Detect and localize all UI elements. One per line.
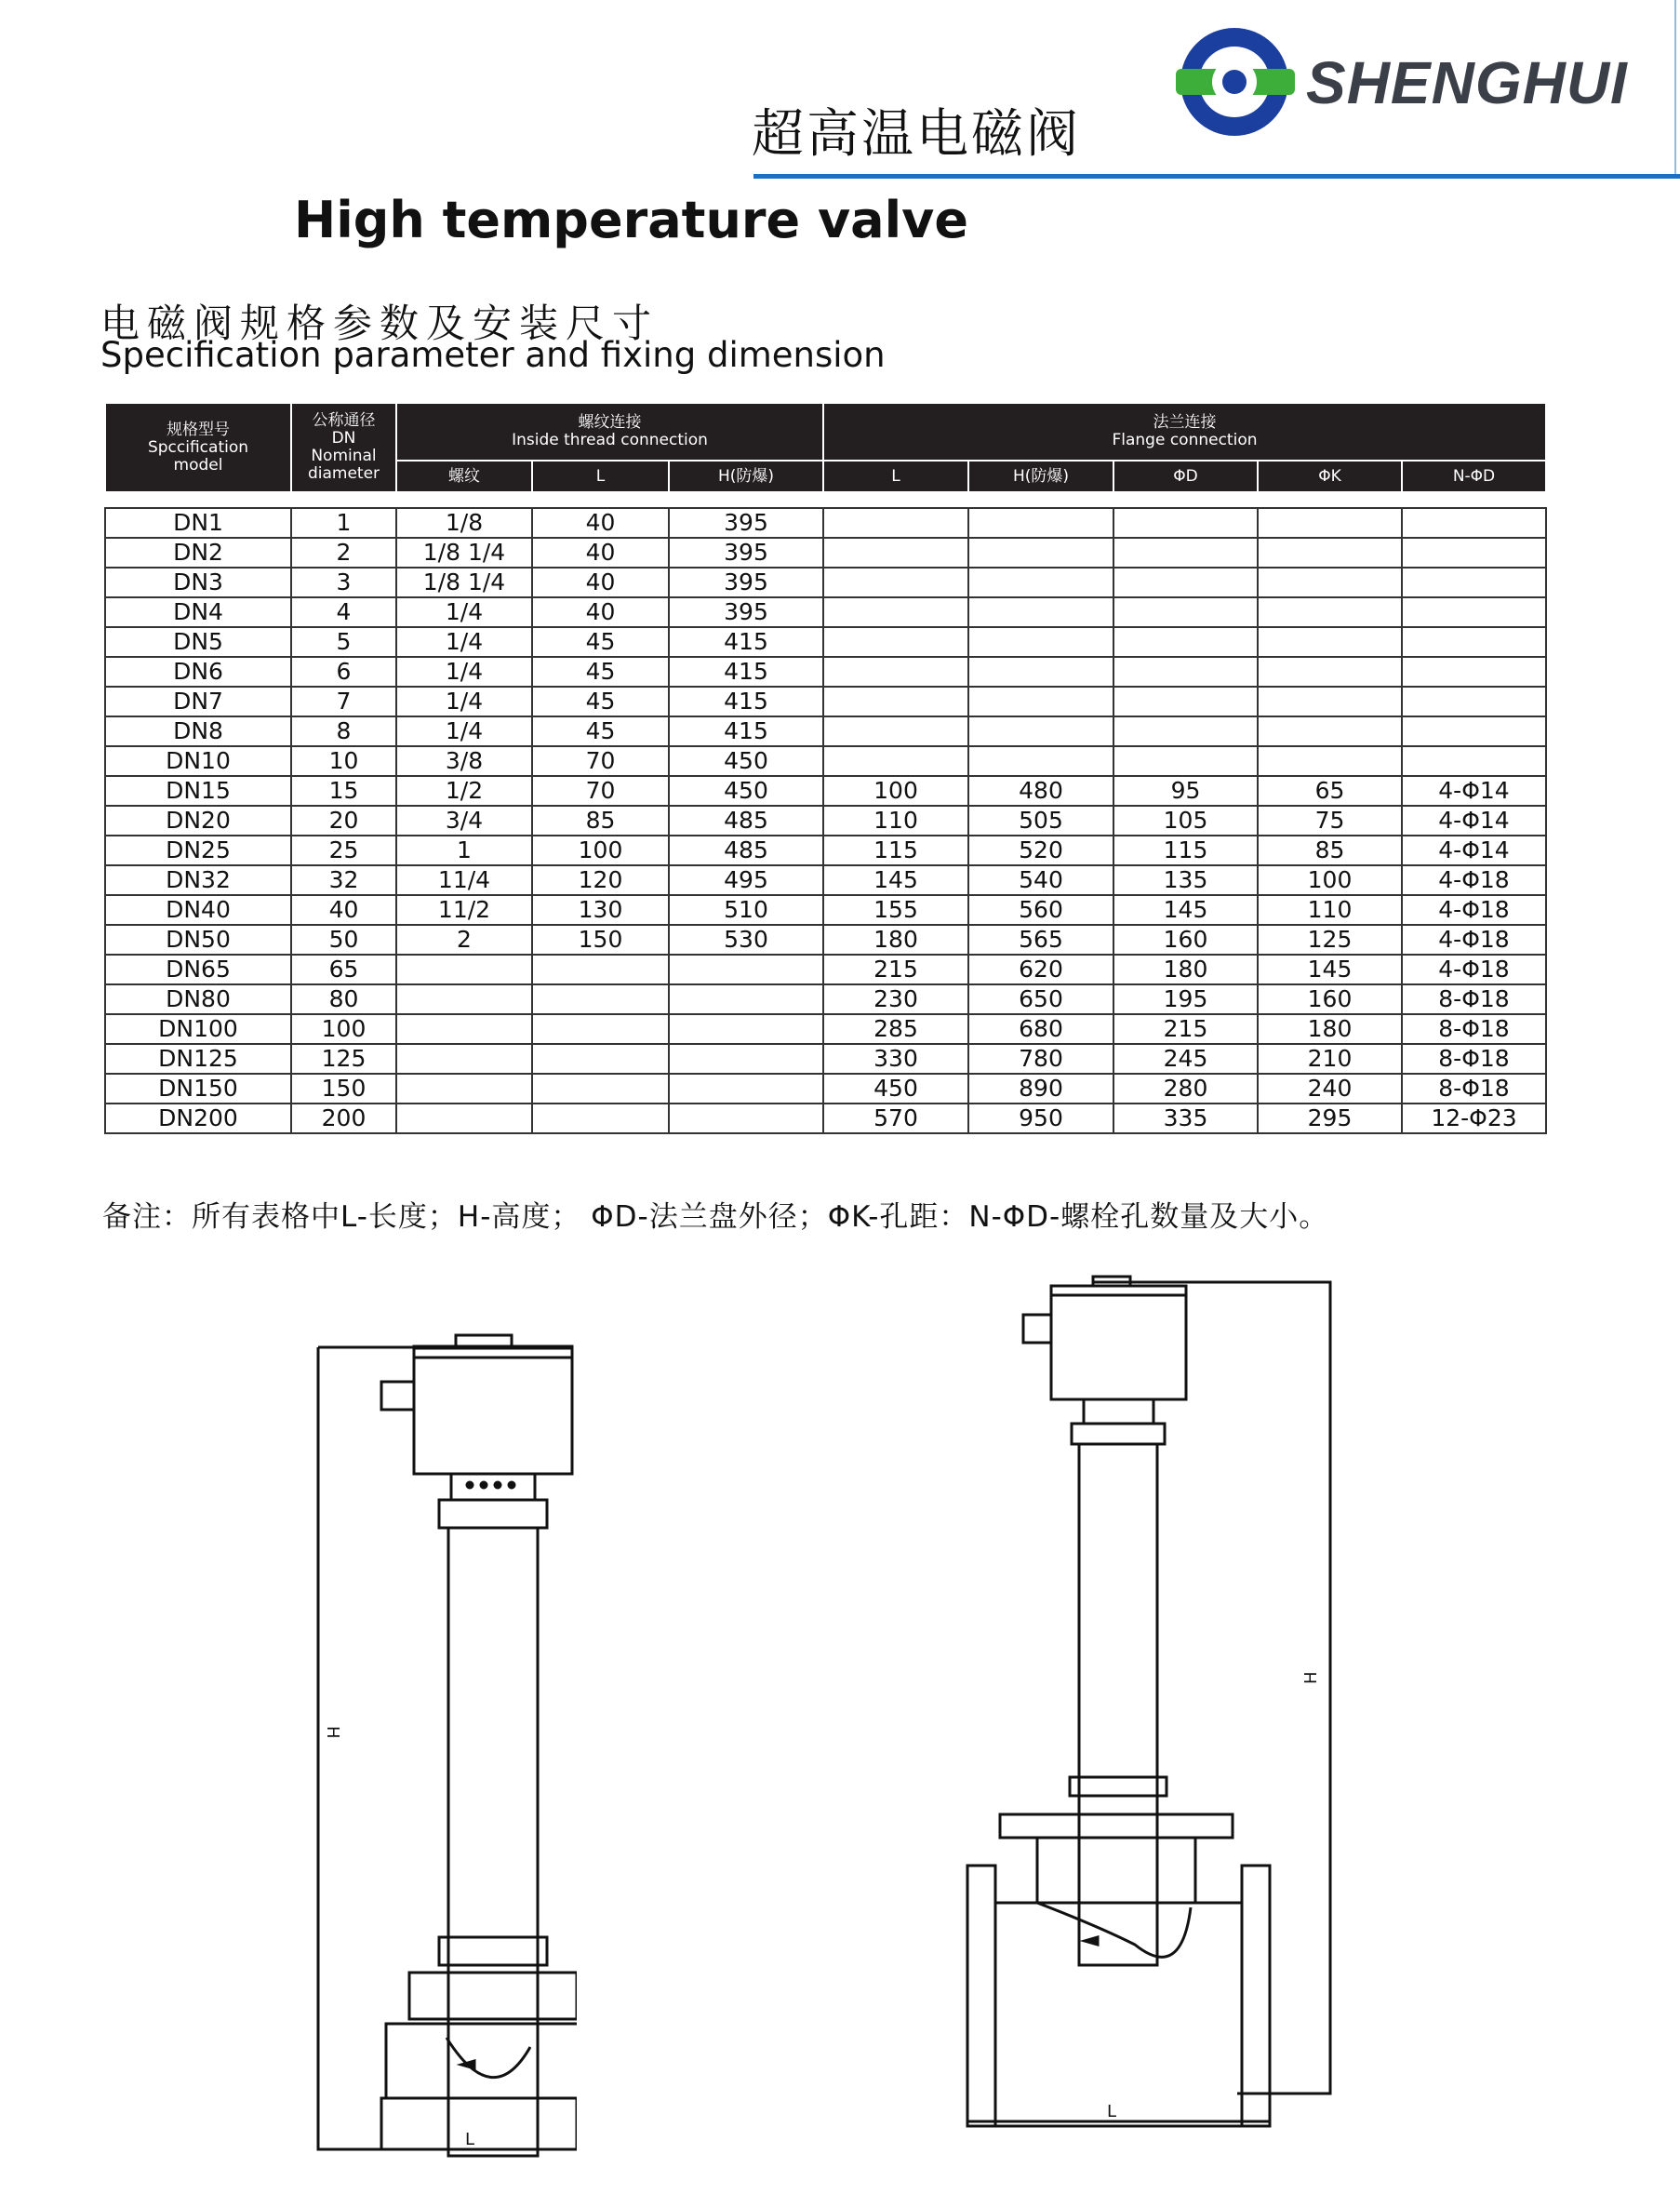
table-cell xyxy=(1258,627,1402,657)
table-cell xyxy=(396,984,532,1014)
table-cell: 505 xyxy=(968,806,1113,836)
table-cell xyxy=(532,984,669,1014)
table-cell: DN25 xyxy=(105,836,291,865)
table-cell: 105 xyxy=(1113,806,1258,836)
table-cell: 650 xyxy=(968,984,1113,1014)
h-dimension-line xyxy=(1093,1282,1330,2094)
table-row xyxy=(105,836,1546,865)
table-cell: 65 xyxy=(291,955,396,984)
h-dimension-line xyxy=(318,1347,409,2149)
table-row xyxy=(105,984,1546,1014)
table-cell xyxy=(968,508,1113,538)
section-title-en: Specification parameter and fixing dimension xyxy=(100,335,886,375)
table-cell: 2 xyxy=(291,538,396,568)
l-label: L xyxy=(1107,2102,1117,2121)
subheader-cell: ΦD xyxy=(1113,461,1258,492)
table-cell: 2 xyxy=(396,925,532,955)
table-row xyxy=(105,776,1546,806)
table-cell: DN32 xyxy=(105,865,291,895)
logo-mark-icon xyxy=(1174,20,1304,141)
table-cell: 160 xyxy=(1258,984,1402,1014)
table-cell: 245 xyxy=(1113,1044,1258,1074)
subheader-cell: L xyxy=(823,461,968,492)
table-cell: 45 xyxy=(532,627,669,657)
table-cell: DN6 xyxy=(105,657,291,687)
table-cell xyxy=(396,1104,532,1133)
table-cell: 12-Φ23 xyxy=(1402,1104,1546,1133)
table-cell: 50 xyxy=(291,925,396,955)
table-cell: 3/4 xyxy=(396,806,532,836)
subheader-cell: N-ΦD xyxy=(1402,461,1546,492)
table-cell: 230 xyxy=(823,984,968,1014)
table-cell: 565 xyxy=(968,925,1113,955)
table-cell: 160 xyxy=(1113,925,1258,955)
table-cell xyxy=(1258,746,1402,776)
table-cell: 10 xyxy=(291,746,396,776)
table-cell xyxy=(823,538,968,568)
table-cell: 8-Φ18 xyxy=(1402,984,1546,1014)
table-cell: 485 xyxy=(669,806,823,836)
table-cell xyxy=(1402,538,1546,568)
table-cell: 1/8 xyxy=(396,508,532,538)
table-cell xyxy=(823,597,968,627)
table-row xyxy=(105,687,1546,716)
table-cell: DN10 xyxy=(105,746,291,776)
table-row xyxy=(105,865,1546,895)
table-cell xyxy=(1258,538,1402,568)
subheader-cell: H(防爆) xyxy=(968,461,1113,492)
table-cell: 40 xyxy=(532,538,669,568)
table-cell: 15 xyxy=(291,776,396,806)
table-cell: 495 xyxy=(669,865,823,895)
table-cell: 40 xyxy=(532,508,669,538)
table-cell: DN40 xyxy=(105,895,291,925)
table-cell: 4-Φ18 xyxy=(1402,865,1546,895)
table-cell: 1 xyxy=(396,836,532,865)
table-row xyxy=(105,568,1546,597)
table-cell: 150 xyxy=(291,1074,396,1104)
table-cell: 3 xyxy=(291,568,396,597)
table-cell: 395 xyxy=(669,568,823,597)
table-row xyxy=(105,955,1546,984)
table-cell xyxy=(396,1074,532,1104)
table-row xyxy=(105,806,1546,836)
table-cell: 530 xyxy=(669,925,823,955)
table-cell xyxy=(1113,746,1258,776)
table-cell xyxy=(532,955,669,984)
table-cell xyxy=(1113,597,1258,627)
table-row xyxy=(105,597,1546,627)
table-cell: 100 xyxy=(291,1014,396,1044)
table-cell xyxy=(1113,538,1258,568)
table-cell: 25 xyxy=(291,836,396,865)
table-cell xyxy=(532,1074,669,1104)
table-cell: 415 xyxy=(669,716,823,746)
table-cell: 200 xyxy=(291,1104,396,1133)
table-cell: 45 xyxy=(532,687,669,716)
table-cell: 890 xyxy=(968,1074,1113,1104)
brand-logo xyxy=(1174,20,1676,141)
table-cell: 4-Φ14 xyxy=(1402,776,1546,806)
table-row xyxy=(105,746,1546,776)
table-cell: 6 xyxy=(291,657,396,687)
table-cell: 285 xyxy=(823,1014,968,1044)
page-title-cn: 超高温电磁阀 xyxy=(752,104,1081,165)
table-cell: 145 xyxy=(1258,955,1402,984)
table-cell xyxy=(532,1014,669,1044)
table-cell: 145 xyxy=(823,865,968,895)
table-cell: 210 xyxy=(1258,1044,1402,1074)
table-cell xyxy=(1258,568,1402,597)
flanged-valve-drawing xyxy=(958,1275,1340,2131)
table-cell xyxy=(823,716,968,746)
table-cell xyxy=(1402,568,1546,597)
table-cell: 215 xyxy=(823,955,968,984)
table-cell: DN50 xyxy=(105,925,291,955)
table-cell xyxy=(968,568,1113,597)
table-cell: 450 xyxy=(669,746,823,776)
table-cell xyxy=(1113,716,1258,746)
table-cell: DN65 xyxy=(105,955,291,984)
table-cell xyxy=(968,627,1113,657)
table-cell xyxy=(823,627,968,657)
subheader-cell: 螺纹 xyxy=(396,461,532,492)
table-cell xyxy=(1258,597,1402,627)
table-cell: 1 xyxy=(291,508,396,538)
table-cell: 1/4 xyxy=(396,597,532,627)
spec-table xyxy=(104,507,1547,1134)
table-row xyxy=(105,925,1546,955)
table-cell xyxy=(823,568,968,597)
table-cell: 4-Φ18 xyxy=(1402,955,1546,984)
table-row xyxy=(105,895,1546,925)
table-cell xyxy=(669,1044,823,1074)
table-cell xyxy=(532,1104,669,1133)
table-cell: 5 xyxy=(291,627,396,657)
table-cell: DN2 xyxy=(105,538,291,568)
table-cell: 215 xyxy=(1113,1014,1258,1044)
header-rule xyxy=(753,174,1680,179)
table-cell: 180 xyxy=(823,925,968,955)
table-cell xyxy=(1402,716,1546,746)
table-cell: DN80 xyxy=(105,984,291,1014)
table-cell xyxy=(1258,508,1402,538)
table-cell: 415 xyxy=(669,627,823,657)
table-cell: DN8 xyxy=(105,716,291,746)
subheader-cell: ΦK xyxy=(1258,461,1402,492)
table-row xyxy=(105,1104,1546,1133)
table-cell: 145 xyxy=(1113,895,1258,925)
table-cell xyxy=(1402,746,1546,776)
page-title-en: High temperature valve xyxy=(294,191,968,249)
table-cell xyxy=(1258,687,1402,716)
table-cell xyxy=(1113,627,1258,657)
table-cell: 40 xyxy=(291,895,396,925)
table-cell: 100 xyxy=(532,836,669,865)
h-label: H xyxy=(323,1726,342,1739)
table-cell: 32 xyxy=(291,865,396,895)
table-cell: 135 xyxy=(1113,865,1258,895)
table-cell: 155 xyxy=(823,895,968,925)
header-model: 规格型号 Spccification model xyxy=(105,403,291,492)
table-cell: 130 xyxy=(532,895,669,925)
table-cell xyxy=(823,508,968,538)
table-cell xyxy=(669,984,823,1014)
table-cell: DN20 xyxy=(105,806,291,836)
table-cell: 4-Φ18 xyxy=(1402,895,1546,925)
table-cell: 8 xyxy=(291,716,396,746)
table-cell: 4-Φ14 xyxy=(1402,806,1546,836)
table-cell: 11/4 xyxy=(396,865,532,895)
table-cell xyxy=(823,687,968,716)
table-cell: 110 xyxy=(823,806,968,836)
table-cell: 485 xyxy=(669,836,823,865)
table-cell xyxy=(396,1014,532,1044)
table-cell: 95 xyxy=(1113,776,1258,806)
table-cell: 280 xyxy=(1113,1074,1258,1104)
table-cell: 8-Φ18 xyxy=(1402,1044,1546,1074)
table-cell: DN200 xyxy=(105,1104,291,1133)
table-cell: 40 xyxy=(532,568,669,597)
table-cell xyxy=(1258,716,1402,746)
table-cell: 620 xyxy=(968,955,1113,984)
threaded-valve-drawing xyxy=(307,1331,577,2159)
table-cell xyxy=(968,597,1113,627)
table-cell: DN125 xyxy=(105,1044,291,1074)
table-cell xyxy=(1258,657,1402,687)
table-row xyxy=(105,1044,1546,1074)
table-row xyxy=(105,1014,1546,1044)
table-cell: 180 xyxy=(1258,1014,1402,1044)
table-cell: 3/8 xyxy=(396,746,532,776)
table-cell: 4 xyxy=(291,597,396,627)
table-cell: 395 xyxy=(669,508,823,538)
table-cell xyxy=(1402,508,1546,538)
table-cell: 7 xyxy=(291,687,396,716)
table-cell: 1/8 1/4 xyxy=(396,538,532,568)
table-cell: 415 xyxy=(669,657,823,687)
table-cell xyxy=(968,687,1113,716)
table-row xyxy=(105,716,1546,746)
table-cell: 100 xyxy=(1258,865,1402,895)
table-cell: 100 xyxy=(823,776,968,806)
header-edge xyxy=(1674,0,1676,177)
table-cell: 240 xyxy=(1258,1074,1402,1104)
table-cell: 115 xyxy=(1113,836,1258,865)
table-cell: 150 xyxy=(532,925,669,955)
table-cell xyxy=(1402,657,1546,687)
table-cell: DN4 xyxy=(105,597,291,627)
table-cell: 8-Φ18 xyxy=(1402,1074,1546,1104)
table-cell xyxy=(532,1044,669,1074)
table-cell: 780 xyxy=(968,1044,1113,1074)
spec-table-header xyxy=(104,402,1547,493)
subheader-cell: L xyxy=(532,461,669,492)
table-cell xyxy=(1113,687,1258,716)
table-row xyxy=(105,538,1546,568)
table-cell: DN3 xyxy=(105,568,291,597)
table-cell xyxy=(669,1074,823,1104)
table-cell: 70 xyxy=(532,776,669,806)
table-cell: 335 xyxy=(1113,1104,1258,1133)
table-cell: 510 xyxy=(669,895,823,925)
table-cell: 560 xyxy=(968,895,1113,925)
table-cell: 480 xyxy=(968,776,1113,806)
table-cell: 45 xyxy=(532,716,669,746)
table-cell: DN1 xyxy=(105,508,291,538)
table-cell xyxy=(968,716,1113,746)
table-cell: 450 xyxy=(823,1074,968,1104)
table-cell: 540 xyxy=(968,865,1113,895)
table-cell: 570 xyxy=(823,1104,968,1133)
table-cell: 330 xyxy=(823,1044,968,1074)
table-cell xyxy=(669,1014,823,1044)
table-cell: 295 xyxy=(1258,1104,1402,1133)
table-cell: DN15 xyxy=(105,776,291,806)
l-label: L xyxy=(465,2130,475,2149)
table-row xyxy=(105,657,1546,687)
table-cell: 110 xyxy=(1258,895,1402,925)
table-cell: 680 xyxy=(968,1014,1113,1044)
table-cell: 395 xyxy=(669,597,823,627)
table-cell: DN150 xyxy=(105,1074,291,1104)
table-cell: 1/4 xyxy=(396,657,532,687)
table-cell xyxy=(968,657,1113,687)
table-cell: 115 xyxy=(823,836,968,865)
table-cell: 1/4 xyxy=(396,716,532,746)
table-cell: 1/8 1/4 xyxy=(396,568,532,597)
table-cell xyxy=(1113,508,1258,538)
table-cell xyxy=(1113,657,1258,687)
table-cell: DN7 xyxy=(105,687,291,716)
header-flange: 法兰连接 Flange connection xyxy=(823,403,1546,461)
table-cell: 125 xyxy=(291,1044,396,1074)
subheader-cell: H(防爆) xyxy=(669,461,823,492)
header-thread: 螺纹连接 Inside thread connection xyxy=(396,403,823,461)
table-cell: 4-Φ18 xyxy=(1402,925,1546,955)
table-cell: 120 xyxy=(532,865,669,895)
table-cell: 45 xyxy=(532,657,669,687)
table-note: 备注：所有表格中L-长度；H-高度； ΦD-法兰盘外径；ΦK-孔距：N-ΦD-螺栓孔数量及大小。 xyxy=(102,1200,1329,1234)
table-cell: 85 xyxy=(532,806,669,836)
table-cell: 125 xyxy=(1258,925,1402,955)
table-cell: 65 xyxy=(1258,776,1402,806)
header-dn: 公称通径 DN Nominal diameter xyxy=(291,403,396,492)
table-row xyxy=(105,627,1546,657)
section-title-cn: 电磁阀规格参数及安装尺寸 xyxy=(100,301,660,346)
table-cell xyxy=(1402,627,1546,657)
table-cell xyxy=(823,746,968,776)
table-cell: 950 xyxy=(968,1104,1113,1133)
table-cell: 520 xyxy=(968,836,1113,865)
table-cell: 395 xyxy=(669,538,823,568)
table-row xyxy=(105,1074,1546,1104)
h-label: H xyxy=(1301,1671,1321,1684)
table-cell xyxy=(823,657,968,687)
table-cell: DN5 xyxy=(105,627,291,657)
table-cell: DN100 xyxy=(105,1014,291,1044)
table-cell: 75 xyxy=(1258,806,1402,836)
table-cell xyxy=(1402,687,1546,716)
table-cell xyxy=(396,1044,532,1074)
table-cell xyxy=(669,955,823,984)
table-cell: 1/2 xyxy=(396,776,532,806)
table-cell: 20 xyxy=(291,806,396,836)
table-cell: 85 xyxy=(1258,836,1402,865)
table-cell xyxy=(669,1104,823,1133)
table-cell xyxy=(396,955,532,984)
table-cell xyxy=(1402,597,1546,627)
table-cell xyxy=(1113,568,1258,597)
table-cell: 4-Φ14 xyxy=(1402,836,1546,865)
table-cell: 70 xyxy=(532,746,669,776)
table-cell: 195 xyxy=(1113,984,1258,1014)
table-cell xyxy=(968,746,1113,776)
table-cell: 80 xyxy=(291,984,396,1014)
table-cell: 40 xyxy=(532,597,669,627)
table-cell: 415 xyxy=(669,687,823,716)
table-cell: 8-Φ18 xyxy=(1402,1014,1546,1044)
table-row xyxy=(105,508,1546,538)
table-cell: 1/4 xyxy=(396,627,532,657)
table-cell: 11/2 xyxy=(396,895,532,925)
table-cell: 180 xyxy=(1113,955,1258,984)
brand-name: SHENGHUI xyxy=(1306,49,1628,116)
table-cell: 450 xyxy=(669,776,823,806)
table-cell: 1/4 xyxy=(396,687,532,716)
table-cell xyxy=(968,538,1113,568)
